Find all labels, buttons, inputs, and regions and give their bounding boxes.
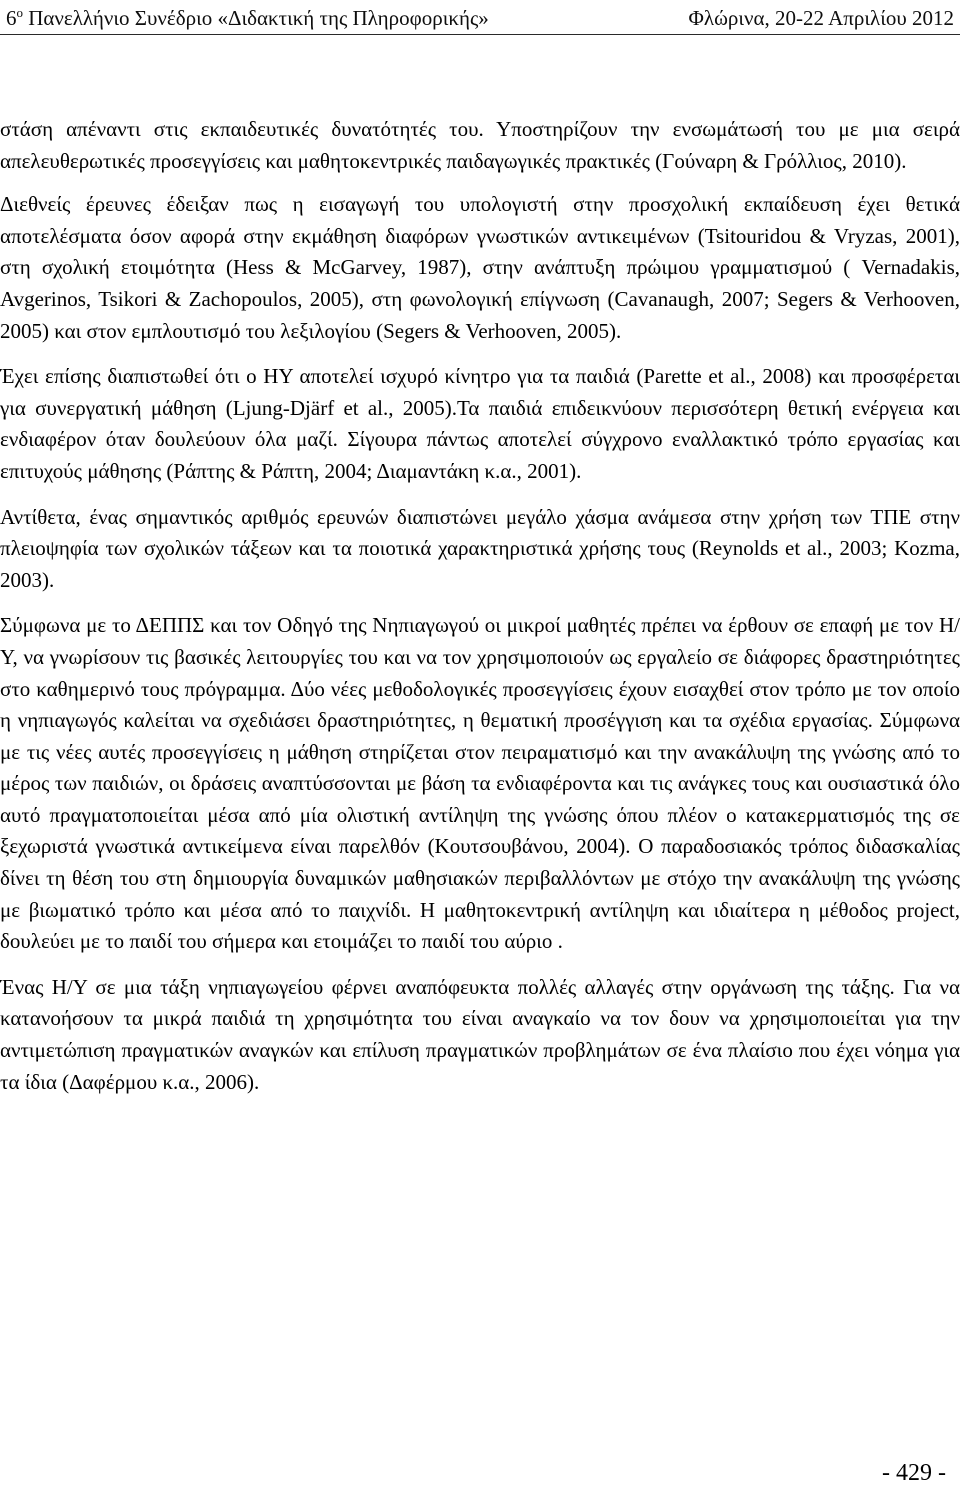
- page-body: [0, 114, 960, 1112]
- paragraph-5: Σύμφωνα με το ΔΕΠΠΣ και τον Οδηγό της Νηπιαγωγού οι μικροί μαθητές πρέπει να έρθουν σε επαφή με τον Η/Υ, να γνωρίσουν τις βασικές λειτουργίες του και να τον χρησιμοποιούν ως εργαλείο σε διάφορες δραστηριότητες στο καθημερινό τους πρόγραμμα. Δύο νέες μεθοδολογικές προσεγγίσεις έχουν εισαχθεί στον τρόπο με τον οποίο η νηπιαγωγός καλείται να σχεδιάσει δραστηριότητες, η θεματική προσέγγιση και τα σχέδια εργασίας. Σύμφωνα με τις νέες αυτές προσεγγίσεις η μάθηση στηρίζεται στον πειραματισμό και την ανακάλυψη της γνώσης από το μέρος των παιδιών, οι δράσεις αναπτύσσονται με βάση τα ενδιαφέροντα και τις ανάγκες τους και ουσιαστικά όλο αυτό πραγματοποιείται μέσα από μία ολιστική αντίληψη της γνώσης όπου πλέον ο κατακερματισμός της σε ξεχωριστά γνωστικά αντικείμενα είναι παρελθόν (Κουτσουβάνου, 2004). Ο παραδοσιακός τρόπος διδασκαλίας δίνει τη θέση του στη δημιουργία δυναμικών μαθησιακών περιβαλλόντων με στόχο την ανακάλυψη της γνώσης με βιωματικό τρόπο και μέσα από το παιχνίδι. Η μαθητοκεντρική αντίληψη και ιδιαίτερα η μέθοδος project, δουλεύει με το παιδί του σήμερα και ετοιμάζει το παιδί του αύριο .: [0, 613, 960, 954]
- paragraph-3: Έχει επίσης διαπιστωθεί ότι ο ΗΥ αποτελεί ισχυρό κίνητρο για τα παιδιά (Parette et al., 2008) και προσφέρεται για συνεργατική μάθηση (Ljung-Djärf et al., 2005).Τα παιδιά επιδεικνύουν περισσότερη θετική ενέργεια και ενδιαφέρον όταν δουλεύουν όλα μαζί. Σίγουρα πάντως αποτελεί σύγχρονο εναλλακτικό τρόπο εργασίας και επιτυχούς μάθησης (Ράπτης & Ράπτη, 2004; Διαμαντάκη κ.α., 2001).: [0, 364, 960, 483]
- header-edition-number: 6: [6, 6, 17, 30]
- header-location-date: Φλώρινα, 20-22 Απριλίου 2012: [688, 6, 954, 30]
- page-number: - 429 -: [882, 1460, 946, 1486]
- header-edition-ordinal: ο: [16, 5, 23, 20]
- header-divider: [0, 34, 960, 35]
- header-conference-title: [6, 0, 489, 36]
- paragraph-4: Αντίθετα, ένας σημαντικός αριθμός ερευνών διαπιστώνει μεγάλο χάσμα ανάμεσα στην χρήση των ΤΠΕ στην πλειοψηφία των σχολικών τάξεων και τα ποιοτικά χαρακτηριστικά χρήσης τους (Reynolds et al., 2003; Kozma, 2003).: [0, 504, 960, 592]
- header-conference-name: Πανελλήνιο Συνέδριο «Διδακτική της Πληροφορικής»: [23, 6, 489, 30]
- paragraph-2: Διεθνείς έρευνες έδειξαν πως η εισαγωγή του υπολογιστή στην προσχολική εκπαίδευση έχει θετικά αποτελέσματα όσον αφορά στην εκμάθηση διαφόρων γνωστικών αντικειμένων (Tsitouridou & Vryzas, 2001), στη σχολική ετοιμότητα (Hess & McGarvey, 1987), στην ανάπτυξη πρώιμου γραμματισμού ( Vernadakis, Avgerinos, Tsikori & Zachopoulos, 2005), στη φωνολογική επίγνωση (Cavanaugh, 2007; Segers & Verhooven, 2005) και στον εμπλουτισμό του λεξιλογίου (Segers & Verhooven, 2005).: [0, 192, 960, 343]
- running-header: [0, 0, 960, 36]
- paragraph-1: στάση απέναντι στις εκπαιδευτικές δυνατότητές του. Υποστηρίζουν την ενσωμάτωσή του με μια σειρά απελευθερωτικές προσεγγίσεις και μαθητοκεντρικές παιδαγωγικές πρακτικές (Γούναρη & Γρόλλιος, 2010).: [0, 117, 960, 173]
- paragraph-6: Ένας Η/Υ σε μια τάξη νηπιαγωγείου φέρνει αναπόφευκτα πολλές αλλαγές στην οργάνωση της τάξης. Για να κατανοήσουν τα μικρά παιδιά τη χρησιμότητα του είναι αναγκαίο να τον δουν να χρησιμοποιείται για την αντιμετώπιση πραγματικών αναγκών και επίλυση πραγματικών προβλημάτων σε ένα πλαίσιο που έχει νόημα για τα ίδια (Δαφέρμου κ.α., 2006).: [0, 974, 960, 1094]
